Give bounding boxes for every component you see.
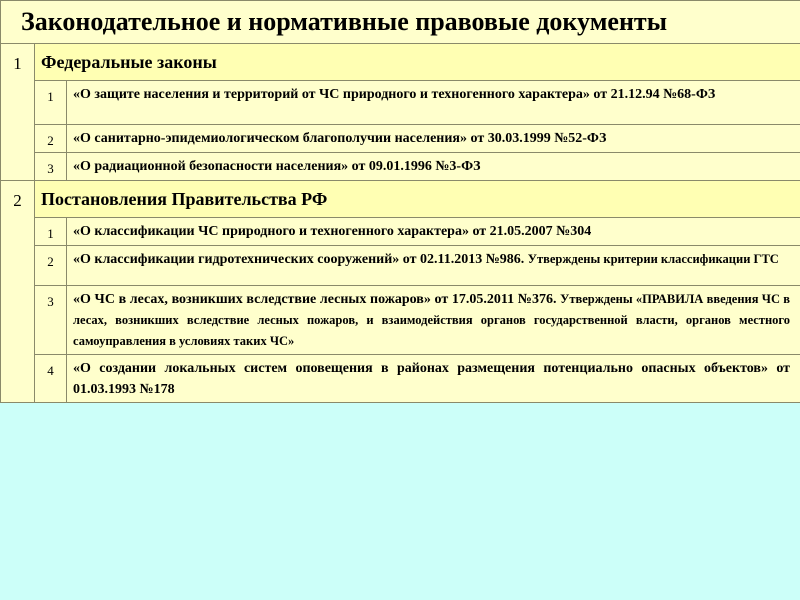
item-title: «О ЧС в лесах, возникших вследствие лесных пожаров» от 17.05.2011 №376. <box>73 292 557 307</box>
item-number: 4 <box>35 355 67 403</box>
section-heading: Постановления Правительства РФ <box>35 181 800 218</box>
item-number: 1 <box>35 218 67 246</box>
item-row <box>1 125 800 153</box>
item-note: Утверждены «ПРАВИЛА введения ЧС в лесах, возникших вследствие лесных пожаров, и взаимодействия органов государственной власти, органов местного самоуправления в условиях таких ЧС» <box>73 292 791 348</box>
item-text-cell <box>67 355 800 403</box>
item-number: 2 <box>35 125 67 153</box>
item-text-cell <box>67 246 800 286</box>
item-text-cell <box>67 153 800 181</box>
section-row <box>1 44 800 81</box>
item-title: «О защите населения и территорий от ЧС природного и техногенного характера» от 21.12.94 №68-ФЗ <box>73 87 716 102</box>
item-row <box>1 246 800 286</box>
item-row <box>1 355 800 403</box>
section-heading: Федеральные законы <box>35 44 800 81</box>
section-row <box>1 181 800 218</box>
item-row <box>1 218 800 246</box>
page-title: Законодательное и нормативные правовые документы <box>1 1 800 44</box>
item-note: Утверждены критерии классификации ГТС <box>527 252 779 266</box>
item-title: «О создании локальных систем оповещения в районах размещения потенциально опасных объектов» от 01.03.1993 №178 <box>73 361 791 397</box>
title-row <box>1 1 800 44</box>
item-row <box>1 81 800 125</box>
item-row <box>1 286 800 355</box>
item-text-cell <box>67 286 800 355</box>
item-text-cell <box>67 218 800 246</box>
item-text-cell <box>67 125 800 153</box>
item-number: 1 <box>35 81 67 125</box>
item-text-cell <box>67 81 800 125</box>
item-title: «О классификации ЧС природного и техногенного характера» от 21.05.2007 №304 <box>73 224 592 239</box>
section-number: 2 <box>1 181 35 403</box>
item-number: 3 <box>35 153 67 181</box>
item-row <box>1 153 800 181</box>
item-title: «О классификации гидротехнических сооружений» от 02.11.2013 №986. <box>73 252 525 267</box>
section-number: 1 <box>1 44 35 181</box>
item-number: 3 <box>35 286 67 355</box>
item-title: «О радиационной безопасности населения» от 09.01.1996 №3-ФЗ <box>73 159 481 174</box>
item-title: «О санитарно-эпидемиологическом благополучии населения» от 30.03.1999 №52-ФЗ <box>73 131 607 146</box>
item-number: 2 <box>35 246 67 286</box>
